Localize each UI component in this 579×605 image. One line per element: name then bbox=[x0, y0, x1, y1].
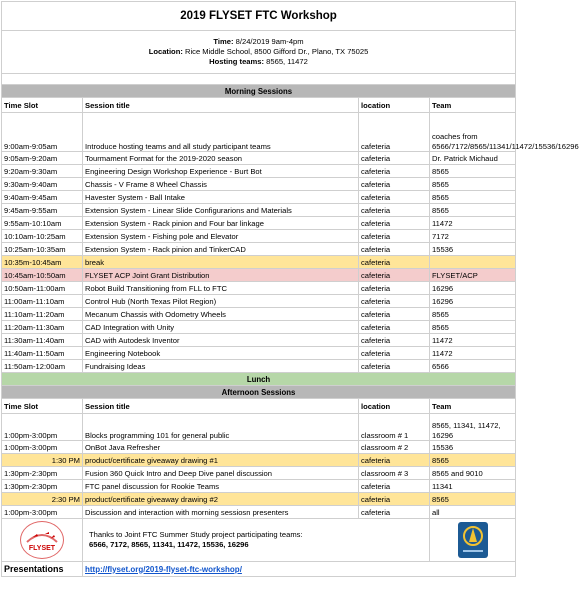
schedule-row bbox=[2, 506, 516, 519]
session-title-cell[interactable]: CAD Integration with Unity bbox=[83, 321, 359, 334]
location-cell[interactable]: cafeteria bbox=[359, 243, 430, 256]
schedule-row bbox=[2, 334, 516, 347]
schedule-row bbox=[2, 256, 516, 269]
afternoon-column-headers bbox=[2, 399, 516, 414]
lunch-row[interactable]: Lunch bbox=[2, 373, 516, 386]
session-title-cell[interactable]: Chassis - V Frame 8 Wheel Chassis bbox=[83, 178, 359, 191]
location-cell[interactable]: classroom # 1 bbox=[359, 414, 430, 441]
schedule-row bbox=[2, 347, 516, 360]
location-cell[interactable]: cafeteria bbox=[359, 256, 430, 269]
location-cell[interactable]: cafeteria bbox=[359, 204, 430, 217]
schedule-row bbox=[2, 467, 516, 480]
session-title-cell[interactable]: Havester System - Ball Intake bbox=[83, 191, 359, 204]
col-header-time[interactable]: Time Slot bbox=[2, 98, 83, 113]
time-cell[interactable]: 11:00am-11:10am bbox=[2, 295, 83, 308]
time-cell[interactable]: 11:30am-11:40am bbox=[2, 334, 83, 347]
presentations-link[interactable]: http://flyset.org/2019-flyset-ftc-workshop/ bbox=[85, 564, 242, 574]
thanks-line: Thanks to Joint FTC Summer Study project participating teams: bbox=[89, 530, 303, 539]
session-title-cell[interactable]: Mecanum Chassis with Odometry Wheels bbox=[83, 308, 359, 321]
team-cell[interactable]: 8565 bbox=[430, 493, 516, 506]
session-title-cell[interactable]: Fundraising Ideas bbox=[83, 360, 359, 373]
time-cell[interactable]: 1:30pm-2:30pm bbox=[2, 480, 83, 493]
schedule-row bbox=[2, 308, 516, 321]
location-cell[interactable]: cafeteria bbox=[359, 152, 430, 165]
location-cell[interactable]: cafeteria bbox=[359, 165, 430, 178]
morning-section-header[interactable]: Morning Sessions bbox=[2, 85, 516, 98]
time-cell[interactable]: 1:30pm-2:30pm bbox=[2, 467, 83, 480]
schedule-row bbox=[2, 243, 516, 256]
location-label: Location: bbox=[148, 47, 183, 56]
schedule-row bbox=[2, 454, 516, 467]
time-cell[interactable]: 1:00pm-3:00pm bbox=[2, 506, 83, 519]
schedule-row bbox=[2, 204, 516, 217]
location-cell[interactable]: cafeteria bbox=[359, 282, 430, 295]
team-cell[interactable]: 8565 bbox=[430, 165, 516, 178]
schedule-row bbox=[2, 113, 516, 152]
location-cell[interactable]: cafeteria bbox=[359, 493, 430, 506]
location-cell[interactable]: cafeteria bbox=[359, 360, 430, 373]
page-title[interactable]: 2019 FLYSET FTC Workshop bbox=[2, 2, 516, 31]
time-cell[interactable]: 9:05am-9:20am bbox=[2, 152, 83, 165]
location-cell[interactable]: cafeteria bbox=[359, 506, 430, 519]
location-cell[interactable]: cafeteria bbox=[359, 308, 430, 321]
schedule-row bbox=[2, 217, 516, 230]
session-title-cell[interactable]: OnBot Java Refresher bbox=[83, 441, 359, 454]
team-cell[interactable]: 7172 bbox=[430, 230, 516, 243]
event-info[interactable] bbox=[2, 31, 516, 74]
time-cell[interactable]: 10:45am-10:50am bbox=[2, 269, 83, 282]
team-cell[interactable]: 15536 bbox=[430, 243, 516, 256]
location-cell[interactable]: cafeteria bbox=[359, 191, 430, 204]
team-cell[interactable]: 16296 bbox=[430, 295, 516, 308]
team-cell[interactable]: all bbox=[430, 506, 516, 519]
location-cell[interactable]: cafeteria bbox=[359, 321, 430, 334]
team-cell[interactable] bbox=[430, 256, 516, 269]
morning-column-headers bbox=[2, 98, 516, 113]
location-cell[interactable]: cafeteria bbox=[359, 454, 430, 467]
team-cell[interactable]: 11472 bbox=[430, 334, 516, 347]
team-cell[interactable]: 6566 bbox=[430, 360, 516, 373]
team-cell[interactable]: 8565, 11341, 11472, 16296 bbox=[430, 414, 516, 441]
col-header-location[interactable]: location bbox=[359, 98, 430, 113]
col-header-team[interactable]: Team bbox=[430, 399, 516, 414]
time-cell[interactable]: 10:10am-10:25am bbox=[2, 230, 83, 243]
schedule-row bbox=[2, 493, 516, 506]
session-title-cell[interactable]: product/certificate giveaway drawing #2 bbox=[83, 493, 359, 506]
schedule-row bbox=[2, 191, 516, 204]
schedule-row bbox=[2, 230, 516, 243]
schedule-row bbox=[2, 414, 516, 441]
time-cell[interactable]: 1:00pm-3:00pm bbox=[2, 441, 83, 454]
team-cell[interactable]: 8565 bbox=[430, 178, 516, 191]
col-header-location[interactable]: location bbox=[359, 399, 430, 414]
session-title-cell[interactable]: Robot Build Transitioning from FLL to FTC bbox=[83, 282, 359, 295]
location-value: Rice Middle School, 8500 Gifford Dr., Plano, TX 75025 bbox=[184, 47, 369, 56]
session-title-cell[interactable]: Extension System - Rack pinion and Four bar linkage bbox=[83, 217, 359, 230]
team-cell[interactable]: 8565 and 9010 bbox=[430, 467, 516, 480]
session-title-cell[interactable]: Extension System - Rack pinion and TinkerCAD bbox=[83, 243, 359, 256]
time-cell[interactable]: 1:00pm-3:00pm bbox=[2, 414, 83, 441]
session-title-cell[interactable]: Tourmament Format for the 2019-2020 season bbox=[83, 152, 359, 165]
hosting-label: Hosting teams: bbox=[209, 57, 265, 66]
time-cell[interactable]: 9:00am-9:05am bbox=[2, 113, 83, 152]
logo-cell-left[interactable] bbox=[2, 519, 83, 562]
col-header-team[interactable]: Team bbox=[430, 98, 516, 113]
schedule-row bbox=[2, 165, 516, 178]
schedule-row bbox=[2, 480, 516, 493]
presentations-link-cell[interactable] bbox=[83, 562, 516, 577]
session-title-cell[interactable]: Extension System - Fishing pole and Elevator bbox=[83, 230, 359, 243]
presentations-label[interactable]: Presentations bbox=[2, 562, 83, 577]
schedule-row bbox=[2, 178, 516, 191]
team-cell[interactable]: 8565 bbox=[430, 454, 516, 467]
team-cell[interactable]: 11341 bbox=[430, 480, 516, 493]
blank-row[interactable] bbox=[2, 74, 516, 85]
session-title-cell[interactable]: break bbox=[83, 256, 359, 269]
location-cell[interactable]: cafeteria bbox=[359, 113, 430, 152]
participating-teams: 6566, 7172, 8565, 11341, 11472, 15536, 16296 bbox=[89, 540, 249, 549]
col-header-title[interactable]: Session title bbox=[83, 98, 359, 113]
time-cell[interactable]: 10:35m-10:45am bbox=[2, 256, 83, 269]
location-cell[interactable]: cafeteria bbox=[359, 295, 430, 308]
schedule-row bbox=[2, 321, 516, 334]
schedule-row bbox=[2, 295, 516, 308]
team-cell[interactable]: 8565 bbox=[430, 204, 516, 217]
time-cell[interactable]: 11:20am-11:30am bbox=[2, 321, 83, 334]
time-cell[interactable]: 9:55am-10:10am bbox=[2, 217, 83, 230]
team-cell[interactable]: 15536 bbox=[430, 441, 516, 454]
location-cell[interactable]: cafeteria bbox=[359, 347, 430, 360]
time-cell[interactable]: 9:45am-9:55am bbox=[2, 204, 83, 217]
time-cell[interactable]: 10:50am-11:00am bbox=[2, 282, 83, 295]
location-cell[interactable]: cafeteria bbox=[359, 269, 430, 282]
team-cell[interactable]: 16296 bbox=[430, 282, 516, 295]
session-title-cell[interactable]: Engineering Design Workshop Experience - Burt Bot bbox=[83, 165, 359, 178]
location-cell[interactable]: cafeteria bbox=[359, 178, 430, 191]
time-cell[interactable]: 9:30am-9:40am bbox=[2, 178, 83, 191]
team-cell[interactable]: 8565 bbox=[430, 308, 516, 321]
team-cell[interactable]: 11472 bbox=[430, 217, 516, 230]
time-cell[interactable]: 11:10am-11:20am bbox=[2, 308, 83, 321]
col-header-time[interactable]: Time Slot bbox=[2, 399, 83, 414]
location-cell[interactable]: cafeteria bbox=[359, 230, 430, 243]
schedule-row bbox=[2, 441, 516, 454]
location-cell[interactable]: cafeteria bbox=[359, 217, 430, 230]
schedule-row bbox=[2, 360, 516, 373]
team-cell[interactable]: Dr. Patrick Michaud bbox=[430, 152, 516, 165]
schedule-row bbox=[2, 269, 516, 282]
session-title-cell[interactable]: Introduce hosting teams and all study participant teams bbox=[83, 113, 359, 152]
session-title-cell[interactable]: product/certificate giveaway drawing #1 bbox=[83, 454, 359, 467]
session-title-cell[interactable]: CAD with Autodesk Inventor bbox=[83, 334, 359, 347]
time-cell[interactable]: 9:40am-9:45am bbox=[2, 191, 83, 204]
session-title-cell[interactable]: Engineering Notebook bbox=[83, 347, 359, 360]
schedule-row bbox=[2, 152, 516, 165]
acp-logo-graphic bbox=[458, 522, 488, 558]
flyset-logo-text: FLYSET bbox=[28, 545, 56, 552]
schedule-row bbox=[2, 282, 516, 295]
session-title-cell[interactable]: FTC panel discussion for Rookie Teams bbox=[83, 480, 359, 493]
location-cell[interactable]: cafeteria bbox=[359, 480, 430, 493]
session-title-cell[interactable]: Fusion 360 Quick Intro and Deep Dive panel discussion bbox=[83, 467, 359, 480]
thanks-cell[interactable] bbox=[83, 519, 430, 562]
time-value: 8/24/2019 9am-4pm bbox=[235, 37, 304, 46]
flyset-logo bbox=[20, 521, 64, 559]
time-cell[interactable]: 2:30 PM bbox=[2, 493, 83, 506]
time-label: Time: bbox=[213, 37, 234, 46]
afternoon-section-header[interactable]: Afternoon Sessions bbox=[2, 386, 516, 399]
team-cell[interactable]: 8565 bbox=[430, 321, 516, 334]
session-title-cell[interactable]: Extension System - Linear Slide Configurarions and Materials bbox=[83, 204, 359, 217]
team-cell[interactable]: FLYSET/ACP bbox=[430, 269, 516, 282]
logo-cell-right[interactable] bbox=[430, 519, 516, 562]
session-title-cell[interactable]: Blocks programming 101 for general public bbox=[83, 414, 359, 441]
team-cell[interactable]: 11472 bbox=[430, 347, 516, 360]
session-title-cell[interactable]: Control Hub (North Texas Pilot Region) bbox=[83, 295, 359, 308]
acp-logo bbox=[458, 522, 488, 558]
col-header-title[interactable]: Session title bbox=[83, 399, 359, 414]
flyset-logo-graphic bbox=[21, 522, 63, 558]
time-cell[interactable]: 9:20am-9:30am bbox=[2, 165, 83, 178]
session-title-cell[interactable]: Discussion and interaction with morning sessiosn presenters bbox=[83, 506, 359, 519]
team-cell[interactable]: 8565 bbox=[430, 191, 516, 204]
hosting-value: 8565, 11472 bbox=[266, 57, 308, 66]
time-cell[interactable]: 11:40am-11:50am bbox=[2, 347, 83, 360]
time-cell[interactable]: 10:25am-10:35am bbox=[2, 243, 83, 256]
location-cell[interactable]: classroom # 2 bbox=[359, 441, 430, 454]
time-cell[interactable]: 11:50am-12:00am bbox=[2, 360, 83, 373]
location-cell[interactable]: classroom # 3 bbox=[359, 467, 430, 480]
time-cell[interactable]: 1:30 PM bbox=[2, 454, 83, 467]
session-title-cell[interactable]: FLYSET ACP Joint Grant Distribution bbox=[83, 269, 359, 282]
schedule-table bbox=[1, 1, 579, 577]
team-cell[interactable]: coaches from 6566/7172/8565/11341/11472/15536/16296 bbox=[430, 113, 516, 152]
location-cell[interactable]: cafeteria bbox=[359, 334, 430, 347]
